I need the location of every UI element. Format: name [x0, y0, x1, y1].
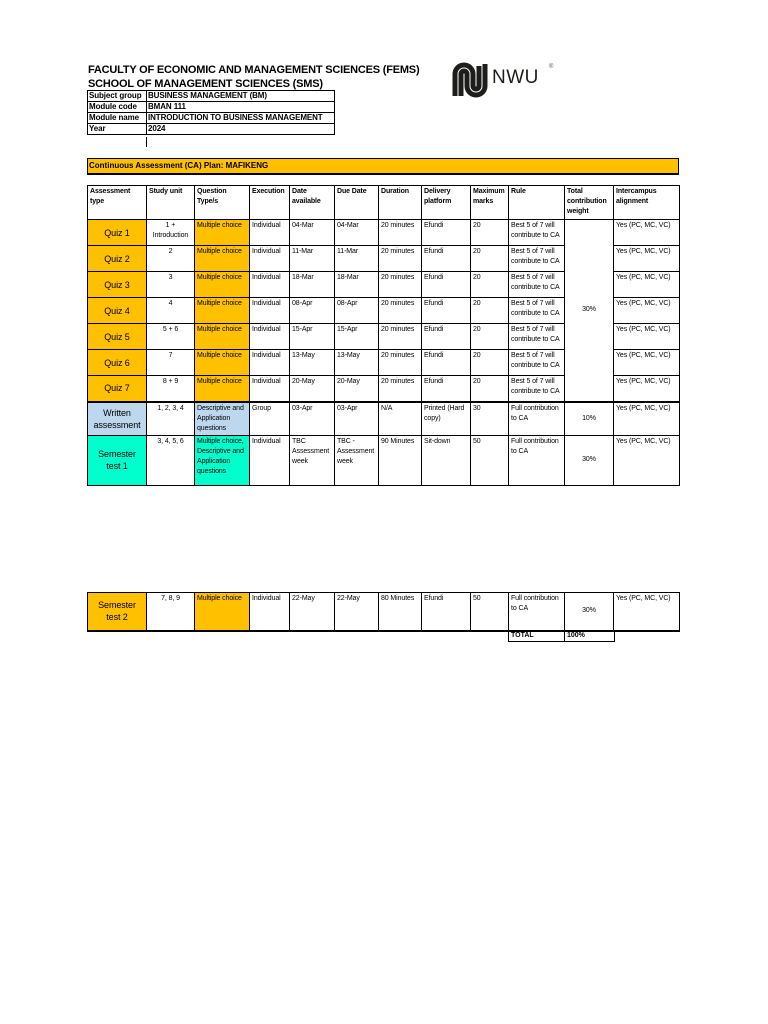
- date-available: TBC Assessment week: [290, 435, 335, 485]
- intercampus-alignment: Yes (PC, MC, VC): [614, 272, 680, 298]
- info-key: Subject group: [88, 91, 147, 102]
- maximum-marks: 20: [471, 376, 509, 402]
- nwu-logo: [452, 62, 572, 100]
- rule: Best 5 of 7 will contribute to CA: [509, 376, 565, 402]
- intercampus-alignment: Yes (PC, MC, VC): [614, 220, 680, 246]
- intercampus-alignment: Yes (PC, MC, VC): [614, 402, 680, 436]
- due-date: 13-May: [335, 350, 379, 376]
- maximum-marks: 20: [471, 220, 509, 246]
- delivery-platform: Sit-down: [422, 435, 471, 485]
- maximum-marks: 20: [471, 298, 509, 324]
- question-type: Multiple choice: [195, 272, 250, 298]
- study-unit: 1 + Introduction: [147, 220, 195, 246]
- date-available: 04-Mar: [290, 220, 335, 246]
- rule: Best 5 of 7 will contribute to CA: [509, 298, 565, 324]
- table-row: [88, 593, 680, 631]
- info-value: BUSINESS MANAGEMENT (BM): [147, 91, 335, 102]
- contribution-weight: 30%: [565, 435, 614, 485]
- intercampus-alignment: Yes (PC, MC, VC): [614, 298, 680, 324]
- duration: 20 minutes: [379, 298, 422, 324]
- assessment-type: Quiz 5: [88, 324, 147, 350]
- date-available: 22-May: [290, 593, 335, 631]
- question-type: Multiple choice: [195, 376, 250, 402]
- execution: Individual: [250, 324, 290, 350]
- study-unit: 4: [147, 298, 195, 324]
- study-unit: 8 + 9: [147, 376, 195, 402]
- assessment-type: Quiz 1: [88, 220, 147, 246]
- duration: 20 minutes: [379, 324, 422, 350]
- delivery-platform: Efundi: [422, 376, 471, 402]
- rule: Best 5 of 7 will contribute to CA: [509, 220, 565, 246]
- question-type: Multiple choice: [195, 593, 250, 631]
- assessment-type: Semester test 1: [88, 435, 147, 485]
- due-date: 08-Apr: [335, 298, 379, 324]
- intercampus-alignment: Yes (PC, MC, VC): [614, 435, 680, 485]
- rule: Full contribution to CA: [509, 593, 565, 631]
- duration: 20 minutes: [379, 350, 422, 376]
- intercampus-alignment: Yes (PC, MC, VC): [614, 593, 680, 631]
- delivery-platform: Efundi: [422, 593, 471, 631]
- date-available: 13-May: [290, 350, 335, 376]
- maximum-marks: 30: [471, 402, 509, 436]
- info-value: INTRODUCTION TO BUSINESS MANAGEMENT: [147, 113, 335, 124]
- execution: Individual: [250, 272, 290, 298]
- column-header: Question Type/s: [195, 186, 250, 220]
- info-row: [88, 124, 335, 135]
- assessment-type: Quiz 7: [88, 376, 147, 402]
- maximum-marks: 20: [471, 350, 509, 376]
- study-unit: 2: [147, 246, 195, 272]
- date-available: 03-Apr: [290, 402, 335, 436]
- column-header: Assessment type: [88, 186, 147, 220]
- table-row: [88, 435, 680, 485]
- duration: N/A: [379, 402, 422, 436]
- study-unit: 3: [147, 272, 195, 298]
- maximum-marks: 50: [471, 593, 509, 631]
- execution: Individual: [250, 435, 290, 485]
- study-unit: 3, 4, 5, 6: [147, 435, 195, 485]
- due-date: 22-May: [335, 593, 379, 631]
- semester-test-2-table: [87, 592, 680, 632]
- column-header: Execution: [250, 186, 290, 220]
- date-available: 18-Mar: [290, 272, 335, 298]
- info-value: 2024: [147, 124, 335, 135]
- ca-plan-table: [87, 185, 680, 486]
- school-heading: SCHOOL OF MANAGEMENT SCIENCES (SMS): [88, 78, 323, 90]
- study-unit: 5 + 6: [147, 324, 195, 350]
- table-row: [88, 402, 680, 436]
- delivery-platform: Efundi: [422, 246, 471, 272]
- total-table: [508, 630, 615, 642]
- total-label: TOTAL: [509, 631, 565, 642]
- column-header: Rule: [509, 186, 565, 220]
- logo-registered-mark: ®: [549, 64, 554, 70]
- duration: 90 Minutes: [379, 435, 422, 485]
- info-value: BMAN 111: [147, 102, 335, 113]
- module-info-table: [87, 90, 335, 135]
- question-type: Descriptive and Application questions: [195, 402, 250, 436]
- question-type: Multiple choice: [195, 246, 250, 272]
- table-row: [88, 220, 680, 246]
- column-header: Maximum marks: [471, 186, 509, 220]
- due-date: 15-Apr: [335, 324, 379, 350]
- study-unit: 7, 8, 9: [147, 593, 195, 631]
- contribution-weight: 30%: [565, 220, 614, 402]
- question-type: Multiple choice, Descriptive and Application questions: [195, 435, 250, 485]
- duration: 80 Minutes: [379, 593, 422, 631]
- rule: Best 5 of 7 will contribute to CA: [509, 246, 565, 272]
- rule: Best 5 of 7 will contribute to CA: [509, 272, 565, 298]
- duration: 20 minutes: [379, 246, 422, 272]
- execution: Individual: [250, 246, 290, 272]
- execution: Individual: [250, 593, 290, 631]
- total-value: 100%: [565, 631, 615, 642]
- faculty-heading: FACULTY OF ECONOMIC AND MANAGEMENT SCIENCES (FEMS): [88, 64, 420, 76]
- assessment-type: Quiz 3: [88, 272, 147, 298]
- info-row: [88, 91, 335, 102]
- column-header: Duration: [379, 186, 422, 220]
- column-header: Intercampus alignment: [614, 186, 680, 220]
- rule: Best 5 of 7 will contribute to CA: [509, 350, 565, 376]
- assessment-type: Quiz 4: [88, 298, 147, 324]
- due-date: 03-Apr: [335, 402, 379, 436]
- maximum-marks: 50: [471, 435, 509, 485]
- due-date: 11-Mar: [335, 246, 379, 272]
- column-header: Delivery platform: [422, 186, 471, 220]
- date-available: 20-May: [290, 376, 335, 402]
- delivery-platform: Efundi: [422, 324, 471, 350]
- assessment-type: Semester test 2: [88, 593, 147, 631]
- column-header: Date available: [290, 186, 335, 220]
- delivery-platform: Efundi: [422, 220, 471, 246]
- due-date: TBC - Assessment week: [335, 435, 379, 485]
- assessment-type: Quiz 2: [88, 246, 147, 272]
- logo-text: NWU: [492, 67, 539, 88]
- delivery-platform: Efundi: [422, 298, 471, 324]
- question-type: Multiple choice: [195, 220, 250, 246]
- info-key: Year: [88, 124, 147, 135]
- assessment-type: Written assessment: [88, 402, 147, 436]
- delivery-platform: Printed (Hard copy): [422, 402, 471, 436]
- due-date: 20-May: [335, 376, 379, 402]
- info-key: Module code: [88, 102, 147, 113]
- assessment-type: Quiz 6: [88, 350, 147, 376]
- maximum-marks: 20: [471, 272, 509, 298]
- divider: [146, 137, 147, 147]
- study-unit: 1, 2, 3, 4: [147, 402, 195, 436]
- date-available: 08-Apr: [290, 298, 335, 324]
- duration: 20 minutes: [379, 376, 422, 402]
- question-type: Multiple choice: [195, 350, 250, 376]
- date-available: 11-Mar: [290, 246, 335, 272]
- execution: Individual: [250, 298, 290, 324]
- column-header: Total contribution weight: [565, 186, 614, 220]
- execution: Individual: [250, 220, 290, 246]
- column-header: Due Date: [335, 186, 379, 220]
- execution: Individual: [250, 350, 290, 376]
- execution: Group: [250, 402, 290, 436]
- question-type: Multiple choice: [195, 298, 250, 324]
- intercampus-alignment: Yes (PC, MC, VC): [614, 376, 680, 402]
- delivery-platform: Efundi: [422, 350, 471, 376]
- maximum-marks: 20: [471, 246, 509, 272]
- duration: 20 minutes: [379, 220, 422, 246]
- contribution-weight: 30%: [565, 593, 614, 631]
- delivery-platform: Efundi: [422, 272, 471, 298]
- duration: 20 minutes: [379, 272, 422, 298]
- column-header: Study unit: [147, 186, 195, 220]
- info-row: [88, 102, 335, 113]
- ca-plan-title: Continuous Assessment (CA) Plan: MAFIKENG: [87, 158, 679, 175]
- rule: Best 5 of 7 will contribute to CA: [509, 324, 565, 350]
- rule: Full contribution to CA: [509, 435, 565, 485]
- question-type: Multiple choice: [195, 324, 250, 350]
- date-available: 15-Apr: [290, 324, 335, 350]
- intercampus-alignment: Yes (PC, MC, VC): [614, 246, 680, 272]
- total-row: [509, 631, 615, 642]
- info-key: Module name: [88, 113, 147, 124]
- nwu-logo-icon: [452, 62, 490, 98]
- intercampus-alignment: Yes (PC, MC, VC): [614, 324, 680, 350]
- rule: Full contribution to CA: [509, 402, 565, 436]
- maximum-marks: 20: [471, 324, 509, 350]
- table-header-row: [88, 186, 680, 220]
- execution: Individual: [250, 376, 290, 402]
- contribution-weight: 10%: [565, 402, 614, 436]
- due-date: 04-Mar: [335, 220, 379, 246]
- due-date: 18-Mar: [335, 272, 379, 298]
- intercampus-alignment: Yes (PC, MC, VC): [614, 350, 680, 376]
- info-row: [88, 113, 335, 124]
- study-unit: 7: [147, 350, 195, 376]
